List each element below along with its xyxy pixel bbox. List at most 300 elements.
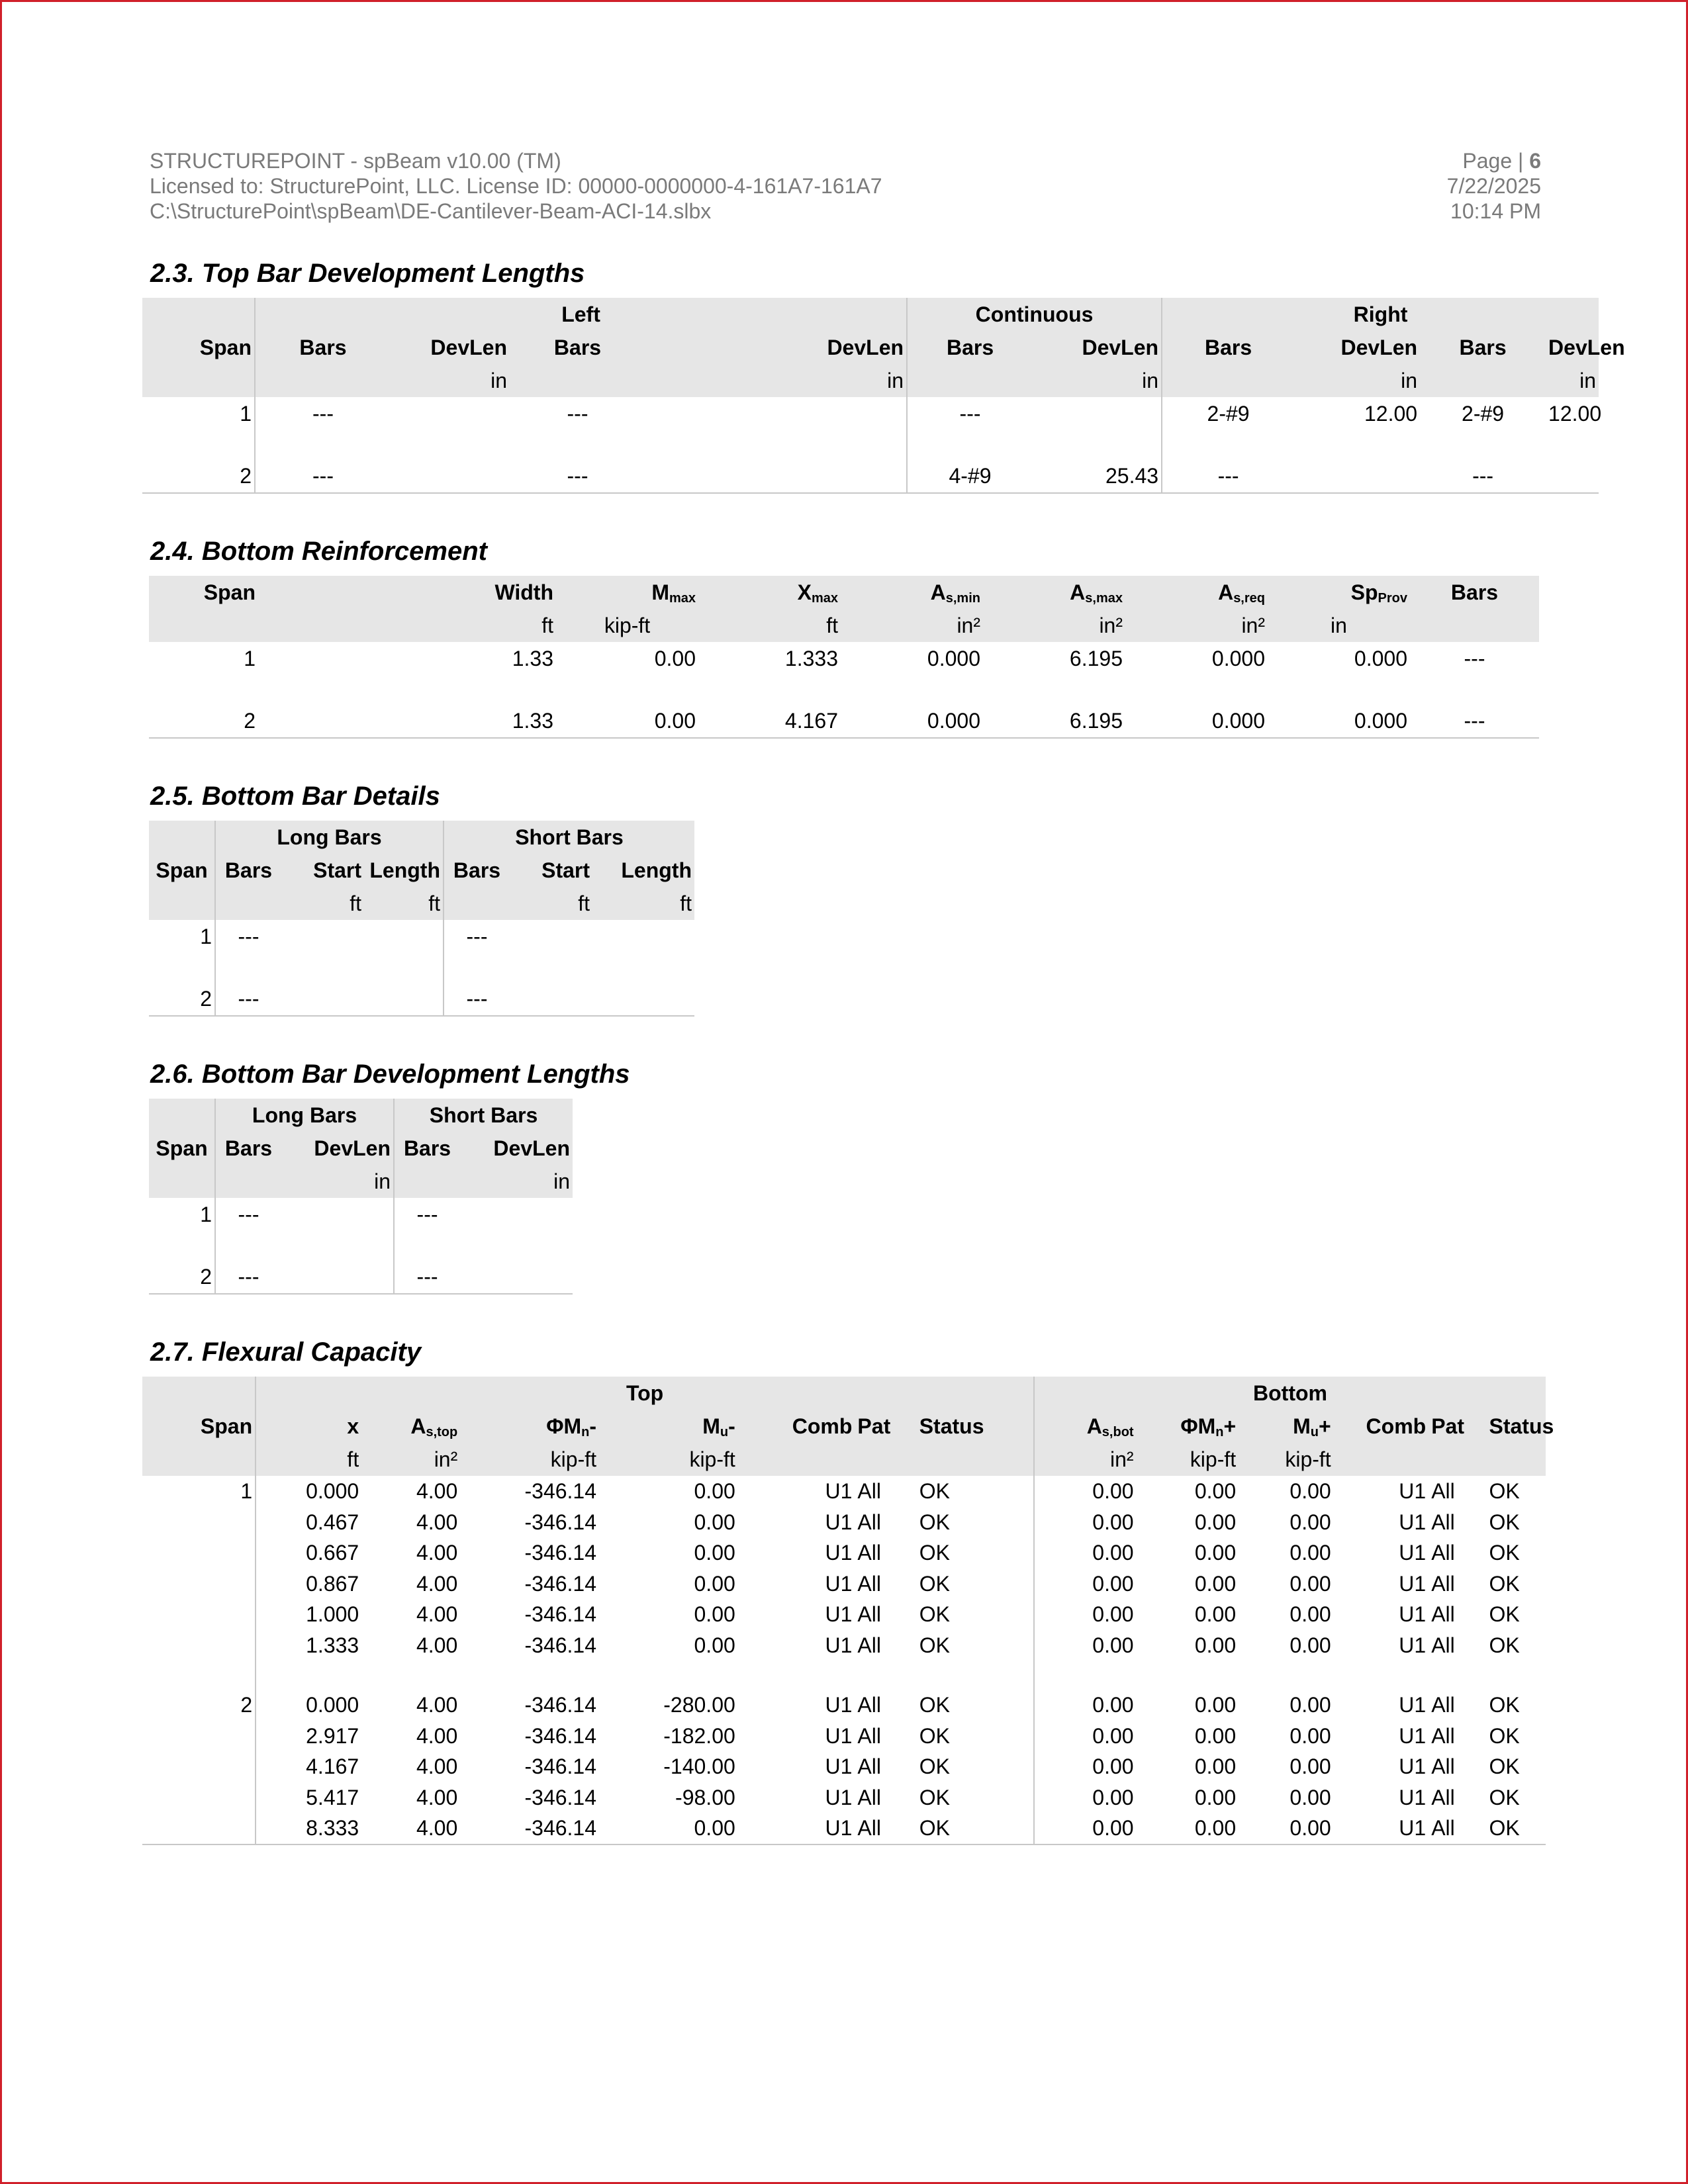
col-pat-bot: Pat bbox=[1429, 1410, 1479, 1443]
cell-phimn-pos: 0.00 bbox=[1137, 1813, 1239, 1844]
cell-mu-pos: 0.00 bbox=[1289, 1602, 1331, 1626]
cell-comb-top: U1 bbox=[825, 1510, 853, 1534]
table-row bbox=[142, 1569, 1546, 1600]
cell-comb-top: U1 bbox=[825, 1541, 853, 1565]
cell-long-bars: --- bbox=[215, 1198, 281, 1231]
cell-left-devlen-1 bbox=[391, 459, 510, 493]
table-row bbox=[149, 982, 694, 1016]
cell-x: 0.000 bbox=[256, 1690, 361, 1721]
col-spprov: $Sp_{Prov}$ bbox=[1268, 576, 1410, 609]
cell-phimn-pos: 0.00 bbox=[1194, 1479, 1237, 1503]
cell-comb-bot: U1 bbox=[1399, 1693, 1427, 1717]
group-top: Top bbox=[256, 1377, 1034, 1410]
cell-x: 8.333 bbox=[256, 1813, 361, 1844]
cell-pat-top: All bbox=[857, 1571, 881, 1596]
cell-left-devlen-2 bbox=[645, 397, 907, 430]
cell-comb-bot: U1 bbox=[1399, 1633, 1427, 1657]
cell-as-top: 4.00 bbox=[416, 1785, 458, 1809]
col-mu-neg: $M_u-$ bbox=[599, 1410, 738, 1443]
report-header-left bbox=[150, 148, 882, 224]
col-xmax: $X_{max}$ bbox=[698, 576, 841, 609]
cell-mu-neg: -280.00 bbox=[663, 1693, 735, 1717]
cell-comb-top: U1 bbox=[825, 1693, 853, 1717]
cell-mu-neg: 0.00 bbox=[694, 1633, 735, 1657]
col-cont-bars: Bars bbox=[907, 331, 1033, 364]
cell-mu-neg: -140.00 bbox=[663, 1754, 735, 1778]
cell-right-devlen-1: 12.00 bbox=[1364, 402, 1418, 426]
cell-mu-pos: 0.00 bbox=[1289, 1785, 1331, 1809]
unit-asreq: in² bbox=[1125, 609, 1268, 642]
cell-spprov: 0.000 bbox=[1268, 704, 1410, 738]
cell-mu-pos: 0.00 bbox=[1289, 1479, 1331, 1503]
cell-mu-neg: 0.00 bbox=[694, 1479, 735, 1503]
group-long-bars: Long Bars bbox=[215, 1099, 394, 1132]
cell-status-bot: OK bbox=[1489, 1693, 1520, 1717]
unit-ft: ft bbox=[281, 887, 364, 920]
col-width: Width bbox=[258, 576, 556, 609]
cell-phimn-pos: 0.00 bbox=[1194, 1510, 1237, 1534]
cell-phimn-pos: 0.00 bbox=[1194, 1754, 1237, 1778]
cell-as-top: 4.00 bbox=[416, 1723, 458, 1748]
cell-short-length bbox=[592, 982, 694, 1016]
table-row bbox=[142, 1690, 1546, 1721]
cell-phimn-neg: -346.14 bbox=[524, 1754, 597, 1778]
cell-long-length bbox=[364, 982, 444, 1016]
unit-as-top: in² bbox=[361, 1443, 460, 1476]
cell-x: 2.917 bbox=[256, 1721, 361, 1752]
unit-in: in bbox=[391, 364, 510, 397]
cell-long-bars: --- bbox=[215, 1260, 281, 1294]
cell-as-top: 4.00 bbox=[416, 1602, 458, 1626]
cell-x: 0.000 bbox=[256, 1476, 361, 1507]
col-mu-pos: $M_u+$ bbox=[1239, 1410, 1334, 1443]
cell-x: 0.667 bbox=[256, 1537, 361, 1569]
unit-asmin: in² bbox=[841, 609, 983, 642]
table-row bbox=[142, 397, 1599, 430]
cell-status-bot: OK bbox=[1489, 1479, 1520, 1503]
cell-mu-neg: 0.00 bbox=[599, 1813, 738, 1844]
col-asmin: $A_{s,min}$ bbox=[841, 576, 983, 609]
cell-pat-bot: All bbox=[1431, 1479, 1455, 1503]
cell-comb-top: U1 bbox=[825, 1479, 853, 1503]
cell-pat-top: All bbox=[857, 1602, 881, 1626]
cell-as-top: 4.00 bbox=[416, 1693, 458, 1717]
cell-left-bars-1: --- bbox=[255, 459, 391, 493]
cell-pat-bot: All bbox=[1431, 1785, 1455, 1809]
software-name: STRUCTUREPOINT - spBeam v10.00 (TM) bbox=[150, 149, 561, 173]
cell-long-devlen bbox=[281, 1198, 394, 1231]
cell-short-devlen bbox=[460, 1260, 573, 1294]
cell-x: 0.867 bbox=[256, 1569, 361, 1600]
col-right-devlen-1: DevLen bbox=[1294, 331, 1420, 364]
cell-pat-bot: All bbox=[1431, 1571, 1455, 1596]
cell-phimn-pos: 0.00 bbox=[1194, 1541, 1237, 1565]
cell-mmax: 0.00 bbox=[654, 647, 696, 670]
cell-status-bot: OK bbox=[1489, 1541, 1520, 1565]
cell-xmax: 4.167 bbox=[698, 704, 841, 738]
cell-status-top: OK bbox=[919, 1510, 950, 1534]
cell-mu-pos: 0.00 bbox=[1289, 1571, 1331, 1596]
cell-bars: --- bbox=[1464, 647, 1485, 670]
col-bars: Bars bbox=[1410, 576, 1539, 609]
group-long-bars: Long Bars bbox=[215, 821, 444, 854]
cell-asreq: 0.000 bbox=[1125, 704, 1268, 738]
cell-status-top: OK bbox=[919, 1602, 950, 1626]
cell-comb-top: U1 bbox=[825, 1571, 853, 1596]
cell-pat-top: All bbox=[857, 1754, 881, 1778]
col-mmax: $M_{max}$ bbox=[556, 576, 698, 609]
cell-pat-bot: All bbox=[1431, 1723, 1455, 1748]
cell-pat-top: All bbox=[857, 1541, 881, 1565]
cell-mu-pos: 0.00 bbox=[1289, 1541, 1331, 1565]
cell-span bbox=[142, 1630, 256, 1661]
cell-comb-bot: U1 bbox=[1399, 1723, 1427, 1748]
col-right-bars-1: Bars bbox=[1162, 331, 1294, 364]
unit-ft: ft bbox=[592, 887, 694, 920]
cell-status-bot: OK bbox=[1489, 1633, 1520, 1657]
cell-phimn-neg: -346.14 bbox=[524, 1785, 597, 1809]
cell-status-bot: OK bbox=[1489, 1754, 1520, 1778]
cell-mu-pos: 0.00 bbox=[1289, 1510, 1331, 1534]
col-cont-devlen: DevLen bbox=[1033, 331, 1162, 364]
cell-comb-bot: U1 bbox=[1399, 1510, 1427, 1534]
section-title-bottom-bar-details: 2.5. Bottom Bar Details bbox=[150, 782, 440, 811]
cell-cont-bars: 4-#9 bbox=[907, 459, 1033, 493]
unit-x: ft bbox=[256, 1443, 361, 1476]
table-row bbox=[142, 1599, 1546, 1630]
cell-span bbox=[142, 1507, 256, 1538]
col-long-start: Start bbox=[281, 854, 364, 887]
col-left-bars-2: Bars bbox=[510, 331, 645, 364]
cell-comb-bot: U1 bbox=[1399, 1602, 1427, 1626]
report-header-right bbox=[1447, 148, 1541, 224]
cell-pat-bot: All bbox=[1431, 1541, 1455, 1565]
cell-span: 2 bbox=[149, 704, 258, 738]
cell-status-top: OK bbox=[906, 1813, 1034, 1844]
cell-comb-bot: U1 bbox=[1399, 1754, 1427, 1778]
cell-asmin: 0.000 bbox=[841, 704, 983, 738]
col-left-devlen-2: DevLen bbox=[645, 331, 907, 364]
col-asmax: $A_{s,max}$ bbox=[983, 576, 1125, 609]
cell-short-length bbox=[592, 920, 694, 953]
col-span: Span bbox=[149, 854, 215, 887]
cell-as-bot: 0.00 bbox=[1034, 1721, 1137, 1752]
cell-right-bars-1: --- bbox=[1162, 459, 1294, 493]
unit-phimn-pos: kip-ft bbox=[1137, 1443, 1239, 1476]
cell-bars: --- bbox=[1410, 704, 1539, 738]
cell-pat-top: All bbox=[857, 1785, 881, 1809]
cell-long-devlen bbox=[281, 1260, 394, 1294]
cell-right-bars-1: 2-#9 bbox=[1162, 397, 1294, 430]
col-short-bars: Bars bbox=[444, 854, 510, 887]
cell-span bbox=[142, 1751, 256, 1782]
col-left-bars-1: Bars bbox=[255, 331, 391, 364]
col-as-bot: $A_{s,bot}$ bbox=[1034, 1410, 1137, 1443]
table-row bbox=[142, 1782, 1546, 1813]
cell-status-top: OK bbox=[919, 1785, 950, 1809]
cell-span bbox=[142, 1782, 256, 1813]
cell-phimn-pos: 0.00 bbox=[1194, 1571, 1237, 1596]
table-row bbox=[149, 920, 694, 953]
cell-comb-bot: U1 bbox=[1399, 1571, 1427, 1596]
cell-span bbox=[142, 1599, 256, 1630]
cell-pat-bot: All bbox=[1431, 1754, 1455, 1778]
cell-status-bot: OK bbox=[1489, 1602, 1520, 1626]
cell-mu-neg: -182.00 bbox=[663, 1723, 735, 1748]
page-label: Page | bbox=[1462, 149, 1530, 173]
cell-span: 1 bbox=[200, 925, 212, 948]
cell-mu-pos: 0.00 bbox=[1289, 1693, 1331, 1717]
cell-mu-pos: 0.00 bbox=[1289, 1633, 1331, 1657]
col-long-length: Length bbox=[364, 854, 444, 887]
cell-pat-top: All bbox=[855, 1813, 906, 1844]
unit-in: in bbox=[1546, 364, 1599, 397]
col-comb-bot: Comb bbox=[1334, 1410, 1429, 1443]
group-continuous: Continuous bbox=[907, 298, 1162, 331]
cell-phimn-neg: -346.14 bbox=[524, 1510, 597, 1534]
unit-ft: ft bbox=[364, 887, 444, 920]
cell-as-top: 4.00 bbox=[416, 1479, 458, 1503]
cell-phimn-pos: 0.00 bbox=[1194, 1693, 1237, 1717]
cell-asmax: 6.195 bbox=[1069, 647, 1123, 670]
cell-span: 1 bbox=[240, 402, 252, 426]
col-as-top: $A_{s,top}$ bbox=[361, 1410, 460, 1443]
cell-short-bars: --- bbox=[444, 982, 510, 1016]
cell-x: 1.333 bbox=[256, 1630, 361, 1661]
cell-as-top: 4.00 bbox=[416, 1633, 458, 1657]
col-x: x bbox=[256, 1410, 361, 1443]
cell-pat-bot: All bbox=[1429, 1813, 1479, 1844]
col-span: Span bbox=[149, 1132, 215, 1165]
cell-as-top: 4.00 bbox=[416, 1510, 458, 1534]
cell-asmax: 6.195 bbox=[983, 704, 1125, 738]
cell-mu-neg: 0.00 bbox=[694, 1571, 735, 1596]
cell-width: 1.33 bbox=[258, 704, 556, 738]
cell-as-top: 4.00 bbox=[361, 1813, 460, 1844]
cell-long-bars: --- bbox=[215, 982, 281, 1016]
cell-phimn-neg: -346.14 bbox=[524, 1693, 597, 1717]
cell-pat-top: All bbox=[857, 1633, 881, 1657]
table-row bbox=[142, 1721, 1546, 1752]
cell-as-bot: 0.00 bbox=[1034, 1813, 1137, 1844]
cell-pat-top: All bbox=[857, 1723, 881, 1748]
cell-span: 2 bbox=[142, 459, 255, 493]
license-info: Licensed to: StructurePoint, LLC. License ID: 00000-0000000-4-161A7-161A7 bbox=[150, 174, 882, 198]
cell-comb-bot: U1 bbox=[1399, 1785, 1427, 1809]
cell-comb-top: U1 bbox=[825, 1785, 853, 1809]
cell-pat-top: All bbox=[857, 1479, 881, 1503]
cell-as-bot: 0.00 bbox=[1034, 1476, 1137, 1507]
table-row bbox=[149, 1260, 573, 1294]
cell-mu-neg: -98.00 bbox=[675, 1785, 735, 1809]
cell-as-top: 4.00 bbox=[416, 1754, 458, 1778]
cell-mu-pos: 0.00 bbox=[1239, 1813, 1334, 1844]
col-long-bars: Bars bbox=[215, 854, 281, 887]
unit-ft: ft bbox=[510, 887, 592, 920]
col-span: Span bbox=[149, 576, 258, 609]
cell-status-bot: OK bbox=[1489, 1723, 1520, 1748]
cell-right-devlen-2: 12.00 bbox=[1548, 402, 1602, 426]
group-left: Left bbox=[255, 298, 907, 331]
cell-phimn-pos: 0.00 bbox=[1194, 1785, 1237, 1809]
section-title-bottom-reinforcement: 2.4. Bottom Reinforcement bbox=[150, 537, 487, 566]
section-title-top-bar-dev-lengths: 2.3. Top Bar Development Lengths bbox=[150, 259, 585, 288]
cell-as-bot: 0.00 bbox=[1034, 1569, 1137, 1600]
cell-status-bot: OK bbox=[1489, 1510, 1520, 1534]
cell-as-bot: 0.00 bbox=[1034, 1537, 1137, 1569]
report-time: 10:14 PM bbox=[1450, 199, 1541, 223]
cell-status-bot: OK bbox=[1479, 1813, 1546, 1844]
bottom-bar-dev-lengths-table bbox=[149, 1099, 573, 1295]
cell-left-bars-2: --- bbox=[567, 402, 588, 426]
cell-width: 1.33 bbox=[512, 647, 553, 670]
page-number: 6 bbox=[1529, 149, 1541, 173]
cell-x: 1.000 bbox=[256, 1599, 361, 1630]
cell-as-bot: 0.00 bbox=[1034, 1507, 1137, 1538]
cell-comb-top: U1 bbox=[825, 1754, 853, 1778]
table-row bbox=[149, 704, 1539, 738]
col-short-bars: Bars bbox=[394, 1132, 460, 1165]
col-left-devlen-1: DevLen bbox=[391, 331, 510, 364]
unit-in: in bbox=[281, 1165, 394, 1198]
flexural-capacity-body bbox=[142, 1476, 1546, 1844]
cell-right-devlen-2 bbox=[1546, 459, 1599, 493]
table-row bbox=[149, 1198, 573, 1231]
cell-status-top: OK bbox=[919, 1633, 950, 1657]
cell-status-top: OK bbox=[919, 1693, 950, 1717]
cell-right-devlen-1 bbox=[1294, 459, 1420, 493]
cell-phimn-neg: -346.14 bbox=[524, 1602, 597, 1626]
table-row bbox=[142, 1630, 1546, 1661]
cell-pat-bot: All bbox=[1431, 1693, 1455, 1717]
cell-phimn-neg: -346.14 bbox=[524, 1723, 597, 1748]
cell-left-bars-1: --- bbox=[255, 397, 391, 430]
cell-left-bars-2: --- bbox=[510, 459, 645, 493]
cell-mu-neg: 0.00 bbox=[694, 1602, 735, 1626]
cell-as-bot: 0.00 bbox=[1034, 1630, 1137, 1661]
col-right-bars-2: Bars bbox=[1420, 331, 1546, 364]
unit-xmax: ft bbox=[698, 609, 841, 642]
unit-in: in bbox=[1294, 364, 1420, 397]
cell-comb-bot: U1 bbox=[1399, 1541, 1427, 1565]
cell-comb-top: U1 bbox=[825, 1633, 853, 1657]
col-span: Span bbox=[142, 1410, 256, 1443]
cell-phimn-neg: -346.14 bbox=[524, 1541, 597, 1565]
unit-width: ft bbox=[258, 609, 556, 642]
cell-cont-bars: --- bbox=[907, 397, 1033, 430]
bottom-reinforcement-table bbox=[149, 576, 1539, 739]
cell-long-length bbox=[364, 920, 444, 953]
section-title-flexural-capacity: 2.7. Flexural Capacity bbox=[150, 1338, 422, 1367]
cell-x: 0.467 bbox=[256, 1507, 361, 1538]
top-bar-dev-lengths-table bbox=[142, 298, 1625, 494]
cell-as-bot: 0.00 bbox=[1034, 1782, 1137, 1813]
cell-phimn-pos: 0.00 bbox=[1194, 1633, 1237, 1657]
col-span: Span bbox=[142, 331, 255, 364]
cell-span: 2 bbox=[149, 1260, 215, 1294]
cell-left-devlen-1 bbox=[391, 397, 510, 430]
cell-status-top: OK bbox=[919, 1571, 950, 1596]
cell-as-top: 4.00 bbox=[416, 1571, 458, 1596]
unit-in: in bbox=[460, 1165, 573, 1198]
flexural-capacity-table bbox=[142, 1377, 1554, 1845]
page-indicator bbox=[1447, 148, 1541, 173]
cell-long-start bbox=[281, 982, 364, 1016]
unit-spprov: in bbox=[1268, 609, 1410, 642]
cell-as-bot: 0.00 bbox=[1034, 1751, 1137, 1782]
cell-pat-top: All bbox=[857, 1693, 881, 1717]
cell-mu-pos: 0.00 bbox=[1289, 1754, 1331, 1778]
col-asreq: $A_{s,req}$ bbox=[1125, 576, 1268, 609]
table-row bbox=[142, 1476, 1546, 1507]
cell-long-start bbox=[281, 920, 364, 953]
cell-span bbox=[142, 1569, 256, 1600]
table-row bbox=[142, 1537, 1546, 1569]
table-row bbox=[142, 1813, 1546, 1844]
col-short-start: Start bbox=[510, 854, 592, 887]
cell-cont-devlen: 25.43 bbox=[1033, 459, 1162, 493]
cell-span: 1 bbox=[244, 647, 256, 670]
col-pat-top: Pat bbox=[855, 1410, 906, 1443]
cell-span bbox=[142, 1813, 256, 1844]
col-phimn-pos: $\Phi M_n+$ bbox=[1137, 1410, 1239, 1443]
unit-in: in bbox=[645, 364, 907, 397]
cell-span bbox=[142, 1537, 256, 1569]
cell-as-top: 4.00 bbox=[416, 1541, 458, 1565]
cell-spprov: 0.000 bbox=[1354, 647, 1407, 670]
cell-as-bot: 0.00 bbox=[1034, 1690, 1137, 1721]
group-short-bars: Short Bars bbox=[444, 821, 694, 854]
cell-phimn-pos: 0.00 bbox=[1194, 1602, 1237, 1626]
cell-mmax: 0.00 bbox=[556, 704, 698, 738]
cell-short-bars: --- bbox=[444, 920, 510, 953]
cell-right-bars-2: 2-#9 bbox=[1462, 402, 1505, 426]
table-row bbox=[149, 642, 1539, 675]
cell-left-devlen-2 bbox=[645, 459, 907, 493]
cell-comb-top: U1 bbox=[738, 1813, 855, 1844]
cell-asmin: 0.000 bbox=[927, 647, 980, 670]
unit-mmax: kip-ft bbox=[556, 609, 698, 642]
cell-comb-bot: U1 bbox=[1399, 1479, 1427, 1503]
col-short-devlen: DevLen bbox=[460, 1132, 573, 1165]
cell-phimn-neg: -346.14 bbox=[460, 1813, 599, 1844]
cell-phimn-neg: -346.14 bbox=[524, 1479, 597, 1503]
cell-pat-bot: All bbox=[1431, 1510, 1455, 1534]
cell-right-bars-2: --- bbox=[1420, 459, 1546, 493]
cell-span: 2 bbox=[240, 1693, 253, 1717]
table-row bbox=[142, 459, 1599, 493]
col-comb-top: Comb bbox=[738, 1410, 855, 1443]
report-date: 7/22/2025 bbox=[1446, 174, 1541, 198]
cell-short-start bbox=[510, 920, 592, 953]
cell-status-bot: OK bbox=[1489, 1785, 1520, 1809]
cell-x: 5.417 bbox=[256, 1782, 361, 1813]
cell-comb-top: U1 bbox=[825, 1723, 853, 1748]
file-path: C:\StructurePoint\spBeam\DE-Cantilever-Beam-ACI-14.slbx bbox=[150, 199, 712, 223]
cell-span: 1 bbox=[200, 1203, 212, 1226]
table-row bbox=[142, 1507, 1546, 1538]
table-row bbox=[142, 1751, 1546, 1782]
cell-span: 1 bbox=[240, 1479, 253, 1503]
group-right: Right bbox=[1162, 298, 1599, 331]
cell-asreq: 0.000 bbox=[1211, 647, 1265, 670]
cell-mu-neg: 0.00 bbox=[694, 1541, 735, 1565]
cell-span: 2 bbox=[149, 982, 215, 1016]
cell-as-bot: 0.00 bbox=[1034, 1599, 1137, 1630]
col-status-bot: Status bbox=[1479, 1410, 1546, 1443]
unit-asmax: in² bbox=[983, 609, 1125, 642]
unit-mu-pos: kip-ft bbox=[1239, 1443, 1334, 1476]
